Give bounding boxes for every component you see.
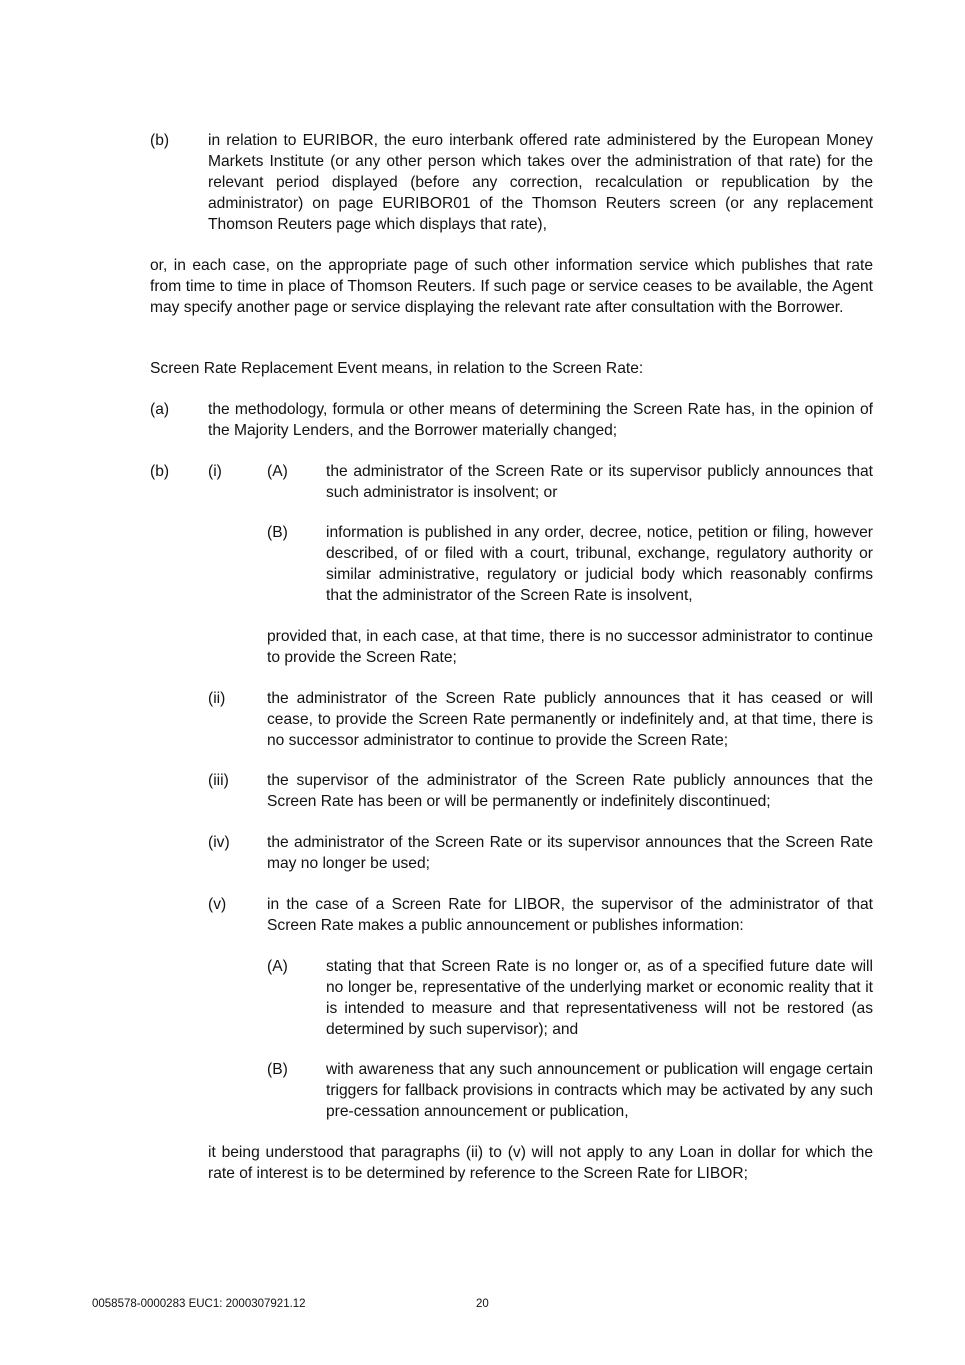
footer-page-number: 20: [476, 1298, 489, 1310]
def-v-text: in the case of a Screen Rate for LIBOR, the supervisor of the administrator of that Screen Rate makes a public announcement or publishes information:: [267, 896, 873, 934]
definition-heading: Screen Rate Replacement Event means, in relation to the Screen Rate:: [150, 360, 644, 377]
def-i-B-label: (B): [267, 524, 288, 541]
def-v-A-text: stating that that Screen Rate is no longer or, as of a specified future date will no longer be, representative of the underlying market or economic reality that it is intended to measure and that representativeness will not be restored (as determined by such supervisor); and: [326, 958, 873, 1038]
def-v-B-text: with awareness that any such announcement or publication will engage certain triggers for fallback provisions in contracts which may be activated by any such pre-cessation announcement or publication,: [326, 1061, 873, 1120]
def-v-label: (v): [208, 896, 227, 913]
def-i-label: (i): [208, 463, 222, 480]
footer-document-reference: 0058578-0000283 EUC1: 2000307921.12: [92, 1298, 306, 1310]
def-i-A-text: the administrator of the Screen Rate or its supervisor publicly announces that such administrator is insolvent; or: [326, 463, 873, 501]
clause-b-label: (b): [150, 132, 170, 149]
def-a-text: the methodology, formula or other means of determining the Screen Rate has, in the opinion of the Majority Lenders, and the Borrower materially changed;: [208, 401, 873, 439]
def-v-B-label: (B): [267, 1061, 288, 1078]
def-i-A-label: (A): [267, 463, 288, 480]
def-i-B-text: information is published in any order, decree, notice, petition or filing, however described, of or filed with a court, tribunal, exchange, regulatory authority or similar administrative, regulatory or judicial body which reasonably confirms that the administrator of the Screen Rate is insolvent,: [326, 524, 873, 604]
def-closing-paragraph: it being understood that paragraphs (ii) to (v) will not apply to any Loan in dollar for which the rate of interest is to be determined by reference to the Screen Rate for LIBOR;: [208, 1144, 873, 1182]
def-iii-text: the supervisor of the administrator of the Screen Rate publicly announces that the Screen Rate has been or will be permanently or indefinitely discontinued;: [267, 772, 873, 810]
def-ii-text: the administrator of the Screen Rate publicly announces that it has ceased or will cease, to provide the Screen Rate permanently or indefinitely and, at that time, there is no successor administrator to continue to provide the Screen Rate;: [267, 690, 873, 749]
def-iv-text: the administrator of the Screen Rate or its supervisor announces that the Screen Rate may no longer be used;: [267, 834, 873, 872]
def-i-proviso: provided that, in each case, at that time, there is no successor administrator to continue to provide the Screen Rate;: [267, 628, 873, 666]
clause-or-paragraph: or, in each case, on the appropriate page of such other information service which publishes that rate from time to time in place of Thomson Reuters. If such page or service ceases to be available, the Agent may specify another page or service displaying the relevant rate after consultation with the Borrower.: [150, 257, 873, 316]
def-ii-label: (ii): [208, 690, 226, 707]
def-a-label: (a): [150, 401, 170, 418]
def-iv-label: (iv): [208, 834, 230, 851]
def-v-A-label: (A): [267, 958, 288, 975]
def-iii-label: (iii): [208, 772, 229, 789]
def-b-label: (b): [150, 463, 170, 480]
clause-b-text: in relation to EURIBOR, the euro interbank offered rate administered by the European Money Markets Institute (or any other person which takes over the administration of that rate) for the relevant period displayed (before any correction, recalculation or republication by the administrator) on page EURIBOR01 of the Thomson Reuters screen (or any replacement Thomson Reuters page which displays that rate),: [208, 132, 873, 233]
